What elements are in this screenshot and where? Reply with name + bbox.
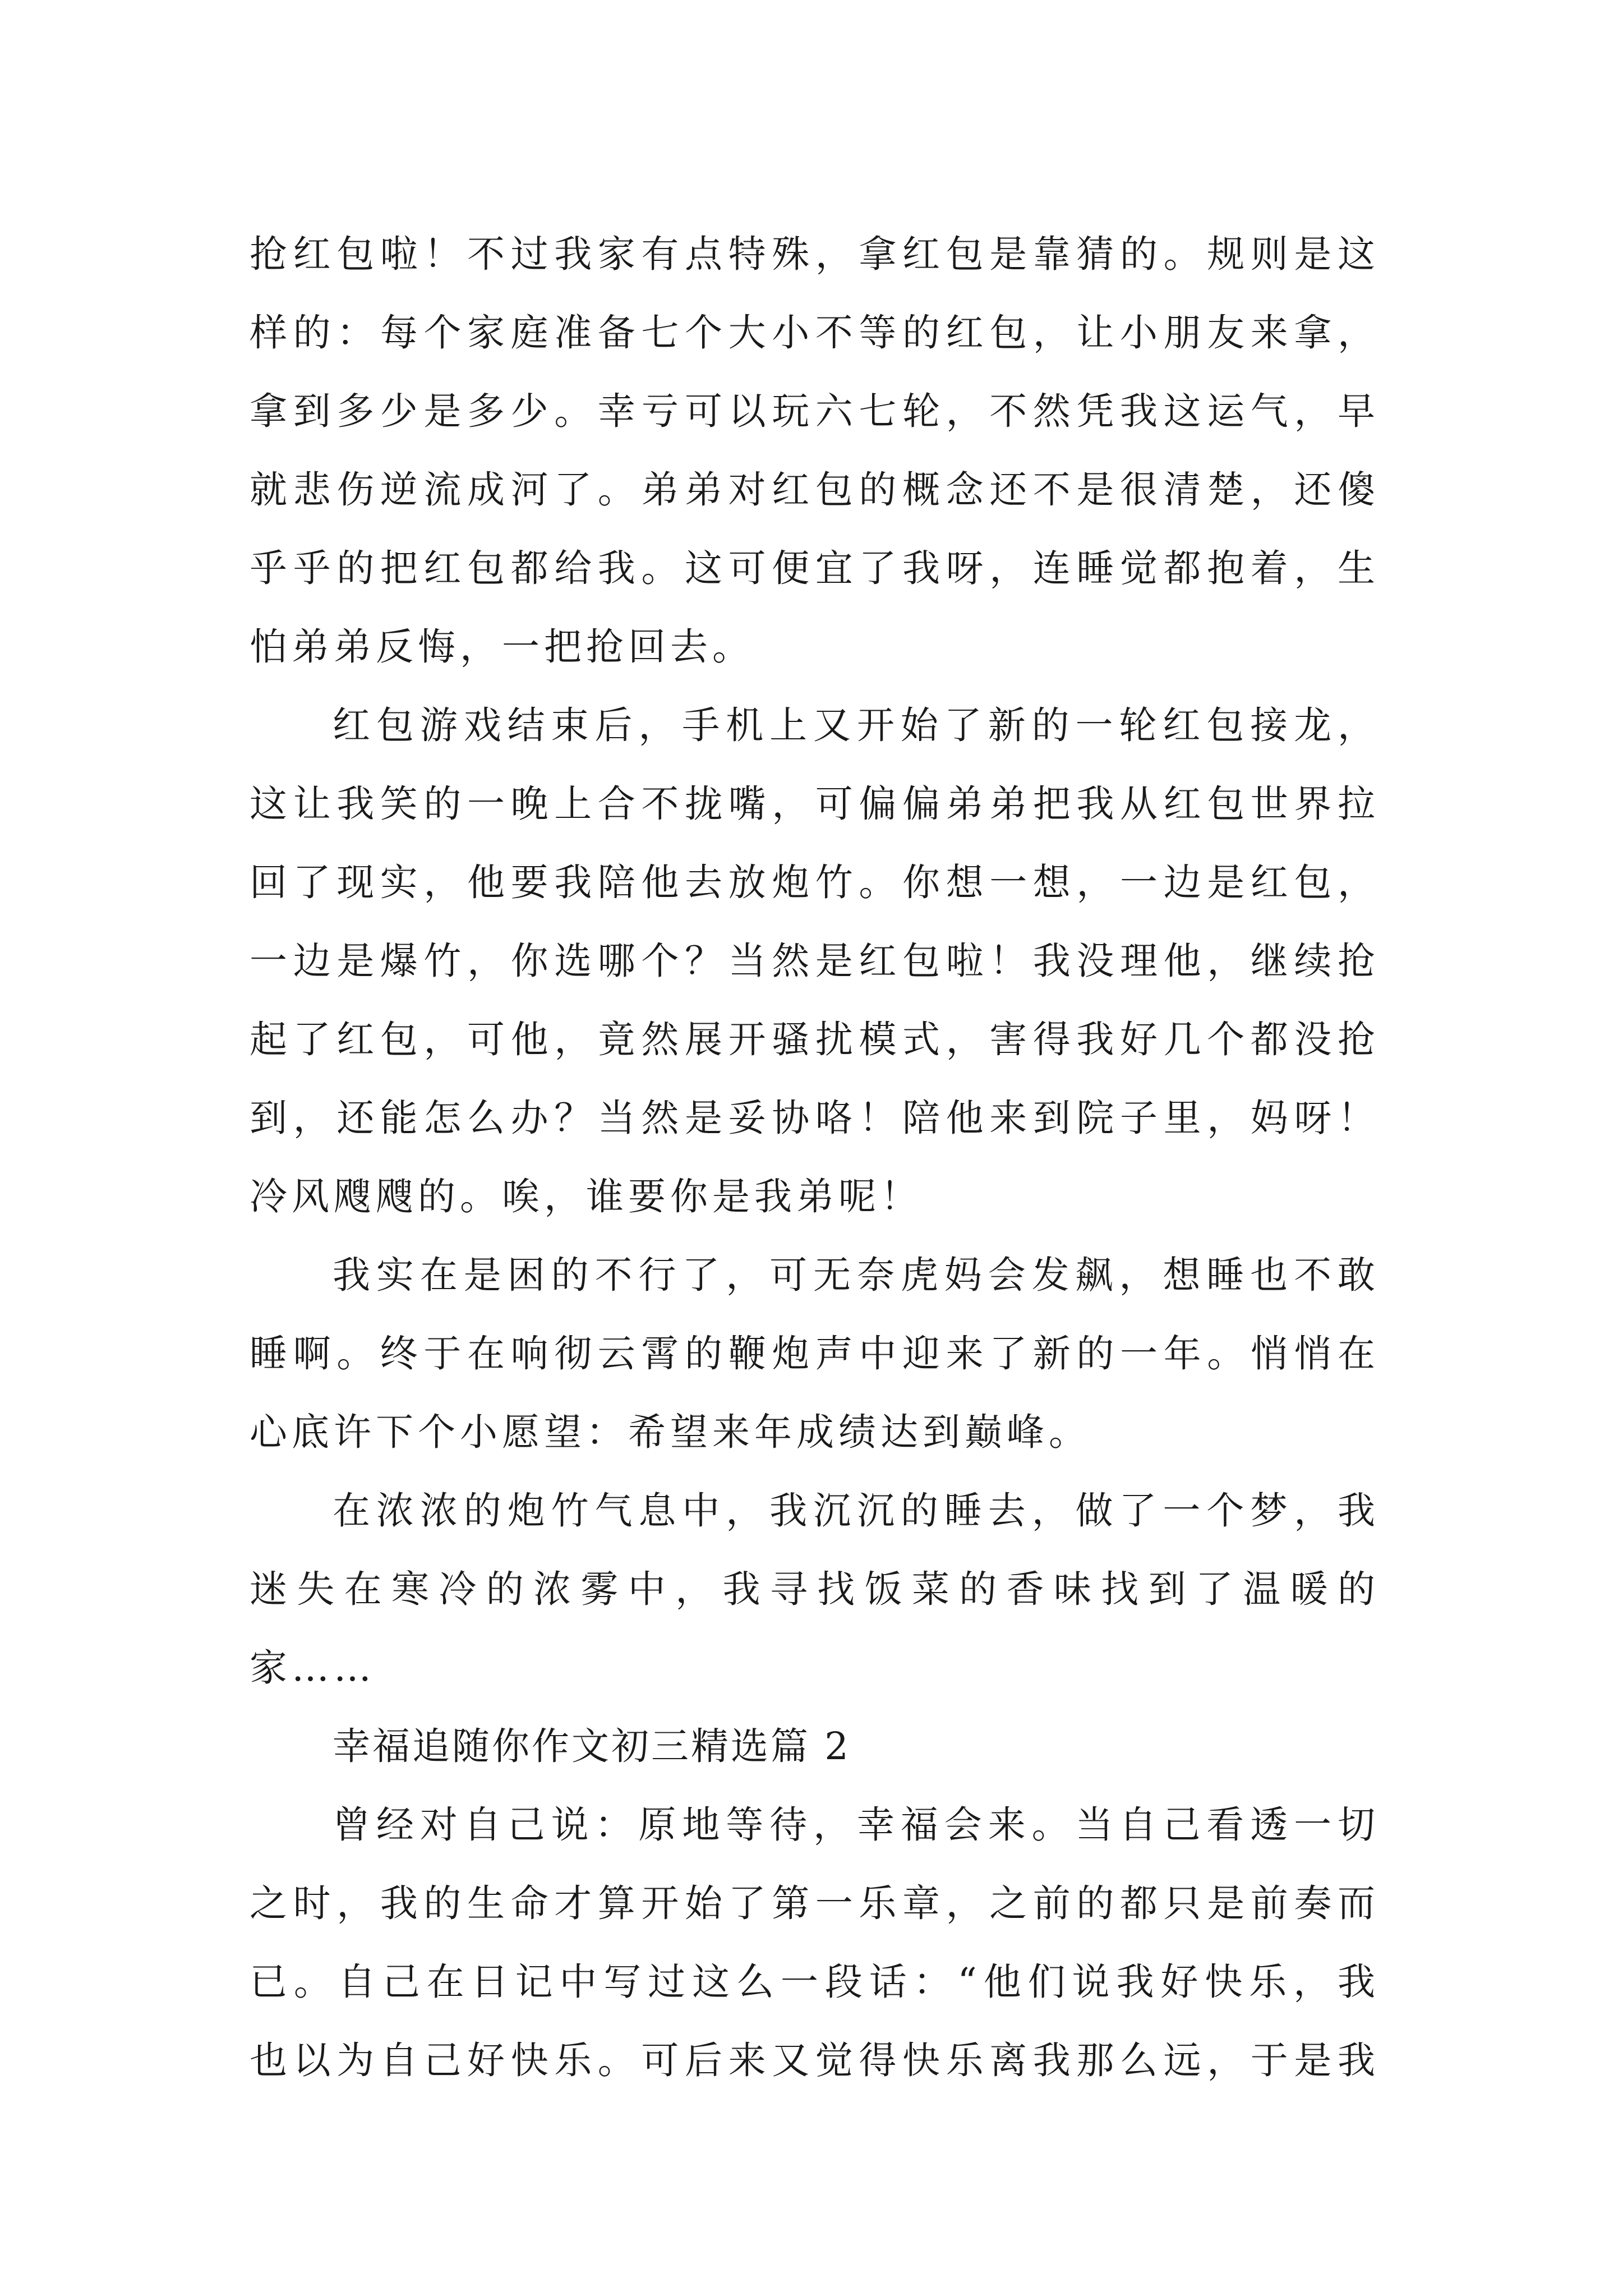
text-line: 心底许下个小愿望：希望来年成绩达到巅峰。 [250,1410,1091,1454]
text-line: 迷失在寒冷的浓雾中，我寻找饭菜的香味找到了温暖的 [250,1567,1380,1611]
text-line: 样的：每个家庭准备七个大小不等的红包，让小朋友来拿， [250,311,1380,355]
text-line: 到，还能怎么办？当然是妥协咯！陪他来到院子里，妈呀！ [250,1096,1380,1140]
text-line: 回了现实，他要我陪他去放炮竹。你想一想，一边是红包， [250,861,1380,904]
paragraph-5 [250,1786,1380,2100]
text-line: 怕弟弟反悔，一把抢回去。 [250,625,754,669]
text-line: 冷风飕飕的。唉，谁要你是我弟呢！ [250,1175,923,1218]
text-line: 睡啊。终于在响彻云霄的鞭炮声中迎来了新的一年。悄悄在 [250,1332,1380,1375]
text-line: 拿到多少是多少。幸亏可以玩六七轮，不然凭我这运气，早 [250,389,1380,433]
text-line: 红包游戏结束后，手机上又开始了新的一轮红包接龙， [333,703,1380,747]
document-body [250,215,1380,2100]
paragraph-2 [250,686,1380,1236]
text-line: 已。自己在日记中写过这么一段话：“他们说我好快乐，我 [250,1960,1380,2004]
text-line: 一边是爆竹，你选哪个？当然是红包啦！我没理他，继续抢 [250,939,1380,983]
text-line: 也以为自己好快乐。可后来又觉得快乐离我那么远，于是我 [250,2039,1380,2082]
paragraph-3 [250,1236,1380,1471]
paragraph-1 [250,215,1380,686]
text-line: 曾经对自己说：原地等待，幸福会来。当自己看透一切 [333,1803,1380,1847]
text-line: 之时，我的生命才算开始了第一乐章，之前的都只是前奏而 [250,1881,1380,1925]
text-line: 在浓浓的炮竹气息中，我沉沉的睡去，做了一个梦，我 [333,1489,1380,1533]
paragraph-4 [250,1471,1380,1707]
text-line: 就悲伤逆流成河了。弟弟对红包的概念还不是很清楚，还傻 [250,468,1380,512]
text-line: 起了红包，可他，竟然展开骚扰模式，害得我好几个都没抢 [250,1018,1380,1061]
text-line: 乎乎的把红包都给我。这可便宜了我呀，连睡觉都抱着，生 [250,546,1380,590]
text-line: 这让我笑的一晚上合不拢嘴，可偏偏弟弟把我从红包世界拉 [250,782,1380,826]
section-heading: 幸福追随你作文初三精选篇 2 [333,1724,851,1768]
text-line: 家…… [250,1646,376,1690]
text-line: 我实在是困的不行了，可无奈虎妈会发飙，想睡也不敢 [333,1253,1380,1297]
text-line: 抢红包啦！不过我家有点特殊，拿红包是靠猜的。规则是这 [250,232,1380,276]
